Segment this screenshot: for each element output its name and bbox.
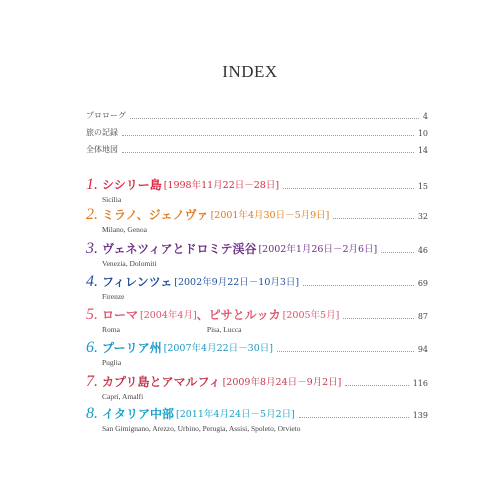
page-number: 10: [417, 129, 428, 138]
chapter-title: シシリー島: [102, 178, 162, 192]
chapter-subtitle: Firenze: [102, 292, 125, 301]
chapter-title: カプリ島とアマルフィ: [102, 375, 221, 389]
chapter-subtitle: Milano, Genoa: [102, 225, 147, 234]
chapter-date: [2001年4月30日－5月9日]: [210, 210, 330, 221]
chapter-entry-2[interactable]: [86, 206, 428, 234]
chapter-title-secondary: 、ピサとルッカ: [196, 308, 281, 322]
chapter-entry-3[interactable]: [86, 240, 428, 268]
chapter-date-secondary: [2005年5月]: [282, 310, 340, 321]
dot-leader: [299, 417, 409, 418]
chapter-entry-6[interactable]: [86, 339, 428, 367]
entry-label: 旅の記録: [86, 128, 118, 137]
chapter-number: 7.: [86, 373, 98, 390]
chapter-title: ミラノ、ジェノヴァ: [102, 208, 209, 222]
front-entry-records[interactable]: [86, 125, 428, 138]
page-number: 139: [412, 411, 428, 420]
entry-label: 全体地図: [86, 145, 118, 154]
chapter-date: [2004年4月]: [140, 310, 197, 321]
dot-leader: [122, 135, 414, 136]
page-number: 46: [417, 246, 428, 255]
dot-leader: [277, 351, 414, 352]
page-number: 94: [417, 345, 428, 354]
page-number: 15: [417, 182, 428, 191]
chapter-subtitle: Roma: [102, 325, 120, 334]
chapter-date: [2002年1月26日－2月6日]: [258, 244, 378, 255]
chapter-date: [2007年4月22日－30日]: [163, 343, 273, 354]
chapter-subtitle-group: [102, 325, 428, 334]
chapter-entry-1[interactable]: [86, 176, 428, 204]
chapter-title: フィレンツェ: [102, 275, 173, 289]
chapter-number: 4.: [86, 273, 98, 290]
chapter-number: 2.: [86, 206, 98, 223]
chapter-subtitle: Sicilia: [102, 195, 122, 204]
entry-label: プロローグ: [86, 111, 126, 120]
chapter-subtitle: San Gimignano, Arezzo, Urbino, Perugia, Assisi, Spoleto, Orvieto: [102, 424, 301, 433]
dot-leader: [283, 188, 414, 189]
dot-leader: [303, 285, 414, 286]
page-title: INDEX: [222, 62, 278, 81]
chapter-entry-5[interactable]: [86, 306, 428, 334]
page-number: 32: [417, 212, 428, 221]
chapter-title: プーリア州: [102, 341, 162, 355]
chapter-subtitle: Capri, Amalfi: [102, 392, 144, 401]
dot-leader: [381, 252, 414, 253]
chapter-subtitle: Venezia, Dolomiti: [102, 259, 157, 268]
chapter-date: [2002年9月22日－10月3日]: [174, 277, 300, 288]
chapter-entry-7[interactable]: [86, 373, 428, 401]
chapter-subtitle-secondary: Pisa, Lucca: [206, 325, 242, 334]
page-number: 87: [417, 312, 428, 321]
page-number: 4: [422, 112, 428, 121]
page-number: 116: [412, 379, 428, 388]
chapter-title: ローマ: [102, 308, 139, 322]
dot-leader: [333, 218, 413, 219]
chapter-number: 3.: [86, 240, 98, 257]
chapter-number: 8.: [86, 405, 98, 422]
chapter-number: 1.: [86, 176, 98, 193]
chapter-date: [1998年11月22日－28日]: [163, 180, 280, 191]
dot-leader: [122, 152, 414, 153]
dot-leader: [345, 385, 408, 386]
page-number: 69: [417, 279, 428, 288]
dot-leader: [130, 118, 419, 119]
chapter-number: 5.: [86, 306, 98, 323]
chapter-date: [2009年8月24日－9月2日]: [222, 377, 342, 388]
front-entry-prologue[interactable]: [86, 108, 428, 121]
chapter-title: イタリア中部: [102, 407, 175, 421]
front-entry-map[interactable]: [86, 142, 428, 155]
dot-leader: [343, 318, 414, 319]
page-number: 14: [417, 146, 428, 155]
chapter-date: [2011年4月24日－5月2日]: [176, 409, 295, 420]
chapter-number: 6.: [86, 339, 98, 356]
chapter-subtitle: Puglia: [102, 358, 122, 367]
chapter-entry-4[interactable]: [86, 273, 428, 301]
chapter-entry-8[interactable]: [86, 405, 428, 433]
chapter-title: ヴェネツィアとドロミテ渓谷: [102, 242, 257, 256]
